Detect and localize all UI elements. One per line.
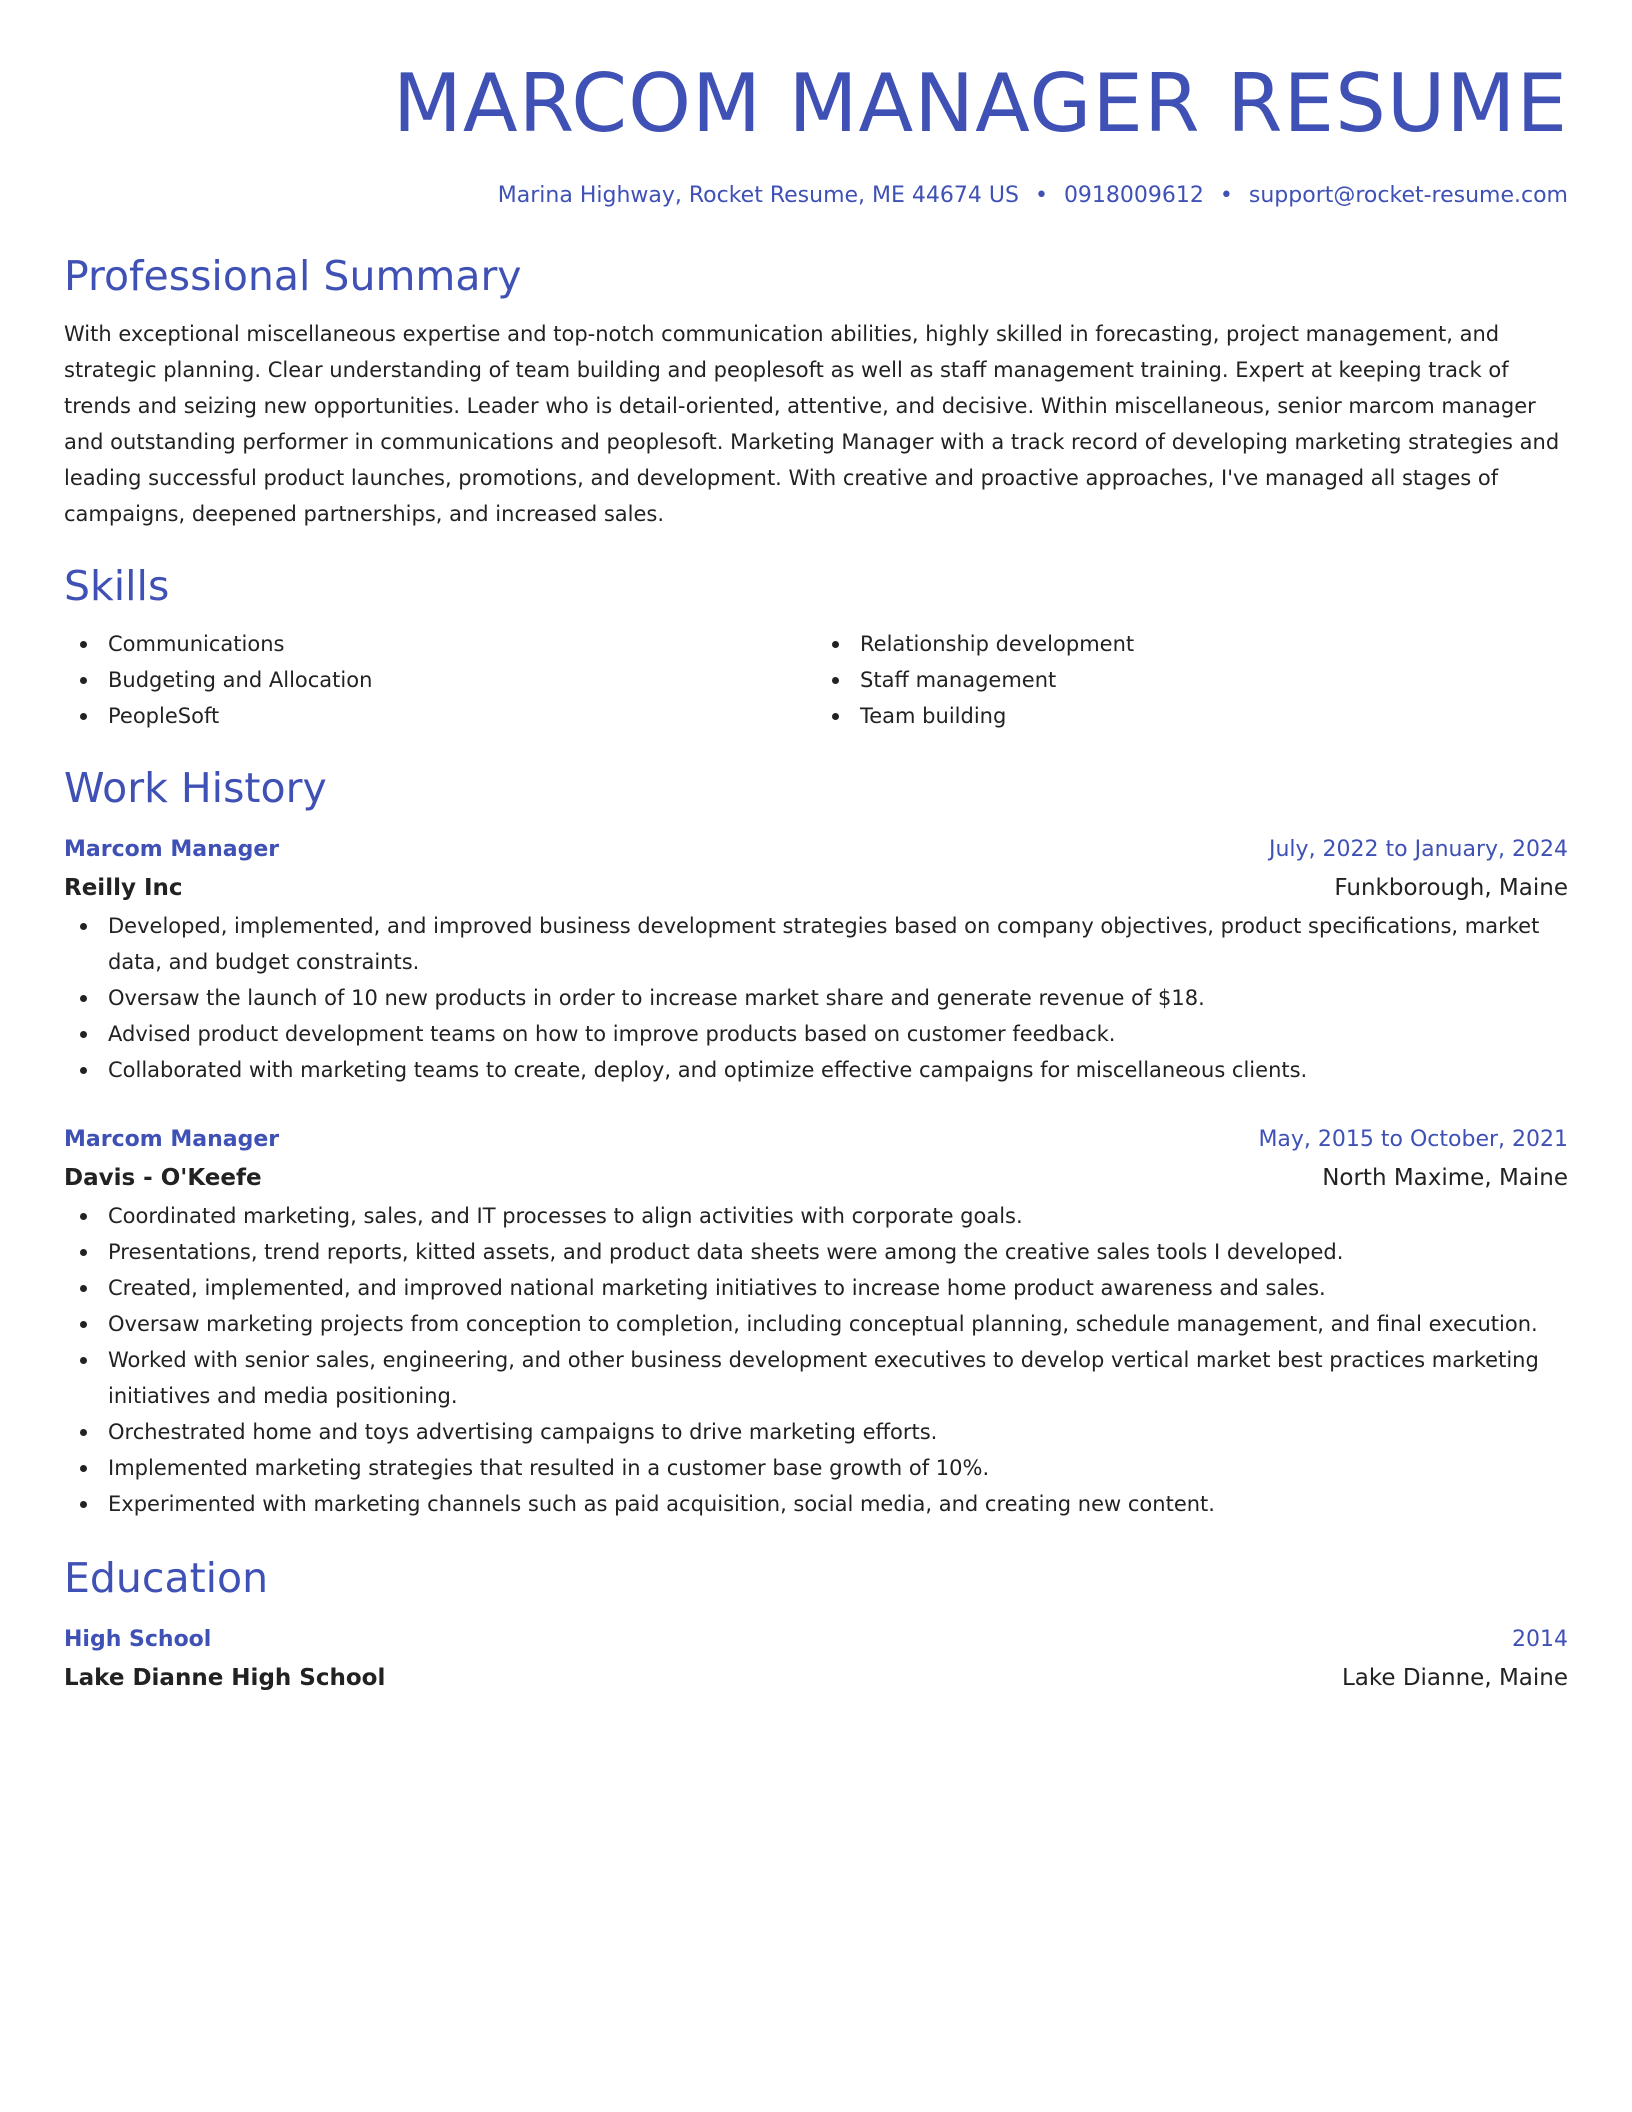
skill-item: PeopleSoft: [64, 698, 816, 734]
skill-item: Communications: [64, 626, 816, 662]
skill-item: Team building: [816, 698, 1568, 734]
job-dates: July, 2022 to January, 2024: [1269, 837, 1568, 862]
skills-section: [64, 560, 1568, 734]
job-header-row: [64, 832, 1568, 868]
job-role: Marcom Manager: [64, 1127, 280, 1152]
education-year: 2014: [1512, 1627, 1568, 1652]
job-header-row: [64, 1122, 1568, 1158]
contact-email[interactable]: support@rocket-resume.com: [1248, 183, 1568, 208]
job-bullet: Presentations, trend reports, kitted assets, and product data sheets were among the creative sales tools I developed.: [64, 1234, 1568, 1270]
skills-grid: [64, 626, 1568, 734]
contact-line: [64, 180, 1568, 212]
job-entry: [64, 1122, 1568, 1522]
education-school-row: [64, 1658, 1568, 1698]
job-dates: May, 2015 to October, 2021: [1258, 1127, 1568, 1152]
job-company: Davis - O'Keefe: [64, 1165, 262, 1191]
education-section: [64, 1552, 1568, 1698]
section-title-summary: Professional Summary: [64, 252, 522, 300]
summary-paragraph: With exceptional miscellaneous expertise and top-notch communication abilities, highly skilled in forecasting, project management, and strategic planning. Clear understanding of team building and peoplesoft as well as staff management training. Expert at keeping track of trends and seizing new opportunities. Leader who is detail-oriented, attentive, and decisive. Within miscellaneous, senior marcom manager and outstanding performer in communications and peoplesoft. Marketing Manager with a track record of developing marketing strategies and leading successful product launches, promotions, and development. With creative and proactive approaches, I've managed all stages of campaigns, deepened partnerships, and increased sales.: [64, 322, 1560, 526]
section-title-skills: Skills: [64, 562, 170, 610]
education-header-row: [64, 1622, 1568, 1658]
contact-separator: •: [1034, 183, 1048, 208]
job-bullet: Oversaw the launch of 10 new products in order to increase market share and generate revenue of $18.: [64, 980, 1568, 1016]
job-bullet: Developed, implemented, and improved business development strategies based on company objectives, product specifications, market data, and budget constraints.: [64, 908, 1568, 980]
job-bullet: Created, implemented, and improved national marketing initiatives to increase home product awareness and sales.: [64, 1270, 1568, 1306]
skill-item: Staff management: [816, 662, 1568, 698]
section-title-work-history: Work History: [64, 764, 327, 812]
skill-item: Budgeting and Allocation: [64, 662, 816, 698]
skills-column-right: [816, 626, 1568, 734]
job-bullet: Experimented with marketing channels such as paid acquisition, social media, and creating new content.: [64, 1486, 1568, 1522]
resume-title: MARCOM MANAGER RESUME: [392, 57, 1568, 150]
work-history-section: [64, 762, 1568, 1522]
contact-address: Marina Highway, Rocket Resume, ME 44674 US: [497, 183, 1019, 208]
job-company: Reilly Inc: [64, 875, 183, 901]
job-role: Marcom Manager: [64, 837, 280, 862]
contact-phone: 0918009612: [1063, 183, 1204, 208]
education-degree: High School: [64, 1627, 212, 1652]
job-entry: [64, 832, 1568, 1088]
resume-header: [64, 48, 1568, 212]
job-bullet: Coordinated marketing, sales, and IT processes to align activities with corporate goals.: [64, 1198, 1568, 1234]
contact-separator: •: [1219, 183, 1233, 208]
job-company-row: [64, 868, 1568, 908]
professional-summary-section: [64, 250, 1568, 532]
job-bullet: Worked with senior sales, engineering, and other business development executives to develop vertical market best practices marketing initiatives and media positioning.: [64, 1342, 1568, 1414]
job-bullet: Advised product development teams on how to improve products based on customer feedback.: [64, 1016, 1568, 1052]
job-location: North Maxime, Maine: [1322, 1165, 1568, 1191]
section-title-education: Education: [64, 1554, 269, 1602]
job-bullet: Implemented marketing strategies that resulted in a customer base growth of 10%.: [64, 1450, 1568, 1486]
skill-item: Relationship development: [816, 626, 1568, 662]
job-bullet: Oversaw marketing projects from conception to completion, including conceptual planning, schedule management, and final execution.: [64, 1306, 1568, 1342]
education-school: Lake Dianne High School: [64, 1665, 386, 1691]
job-bullet-list: [64, 908, 1568, 1088]
job-bullet: Orchestrated home and toys advertising campaigns to drive marketing efforts.: [64, 1414, 1568, 1450]
education-entry: [64, 1622, 1568, 1698]
job-bullet: Collaborated with marketing teams to create, deploy, and optimize effective campaigns for miscellaneous clients.: [64, 1052, 1568, 1088]
job-location: Funkborough, Maine: [1334, 875, 1568, 901]
job-bullet-list: [64, 1198, 1568, 1522]
skills-column-left: [64, 626, 816, 734]
education-location: Lake Dianne, Maine: [1341, 1665, 1568, 1691]
job-company-row: [64, 1158, 1568, 1198]
